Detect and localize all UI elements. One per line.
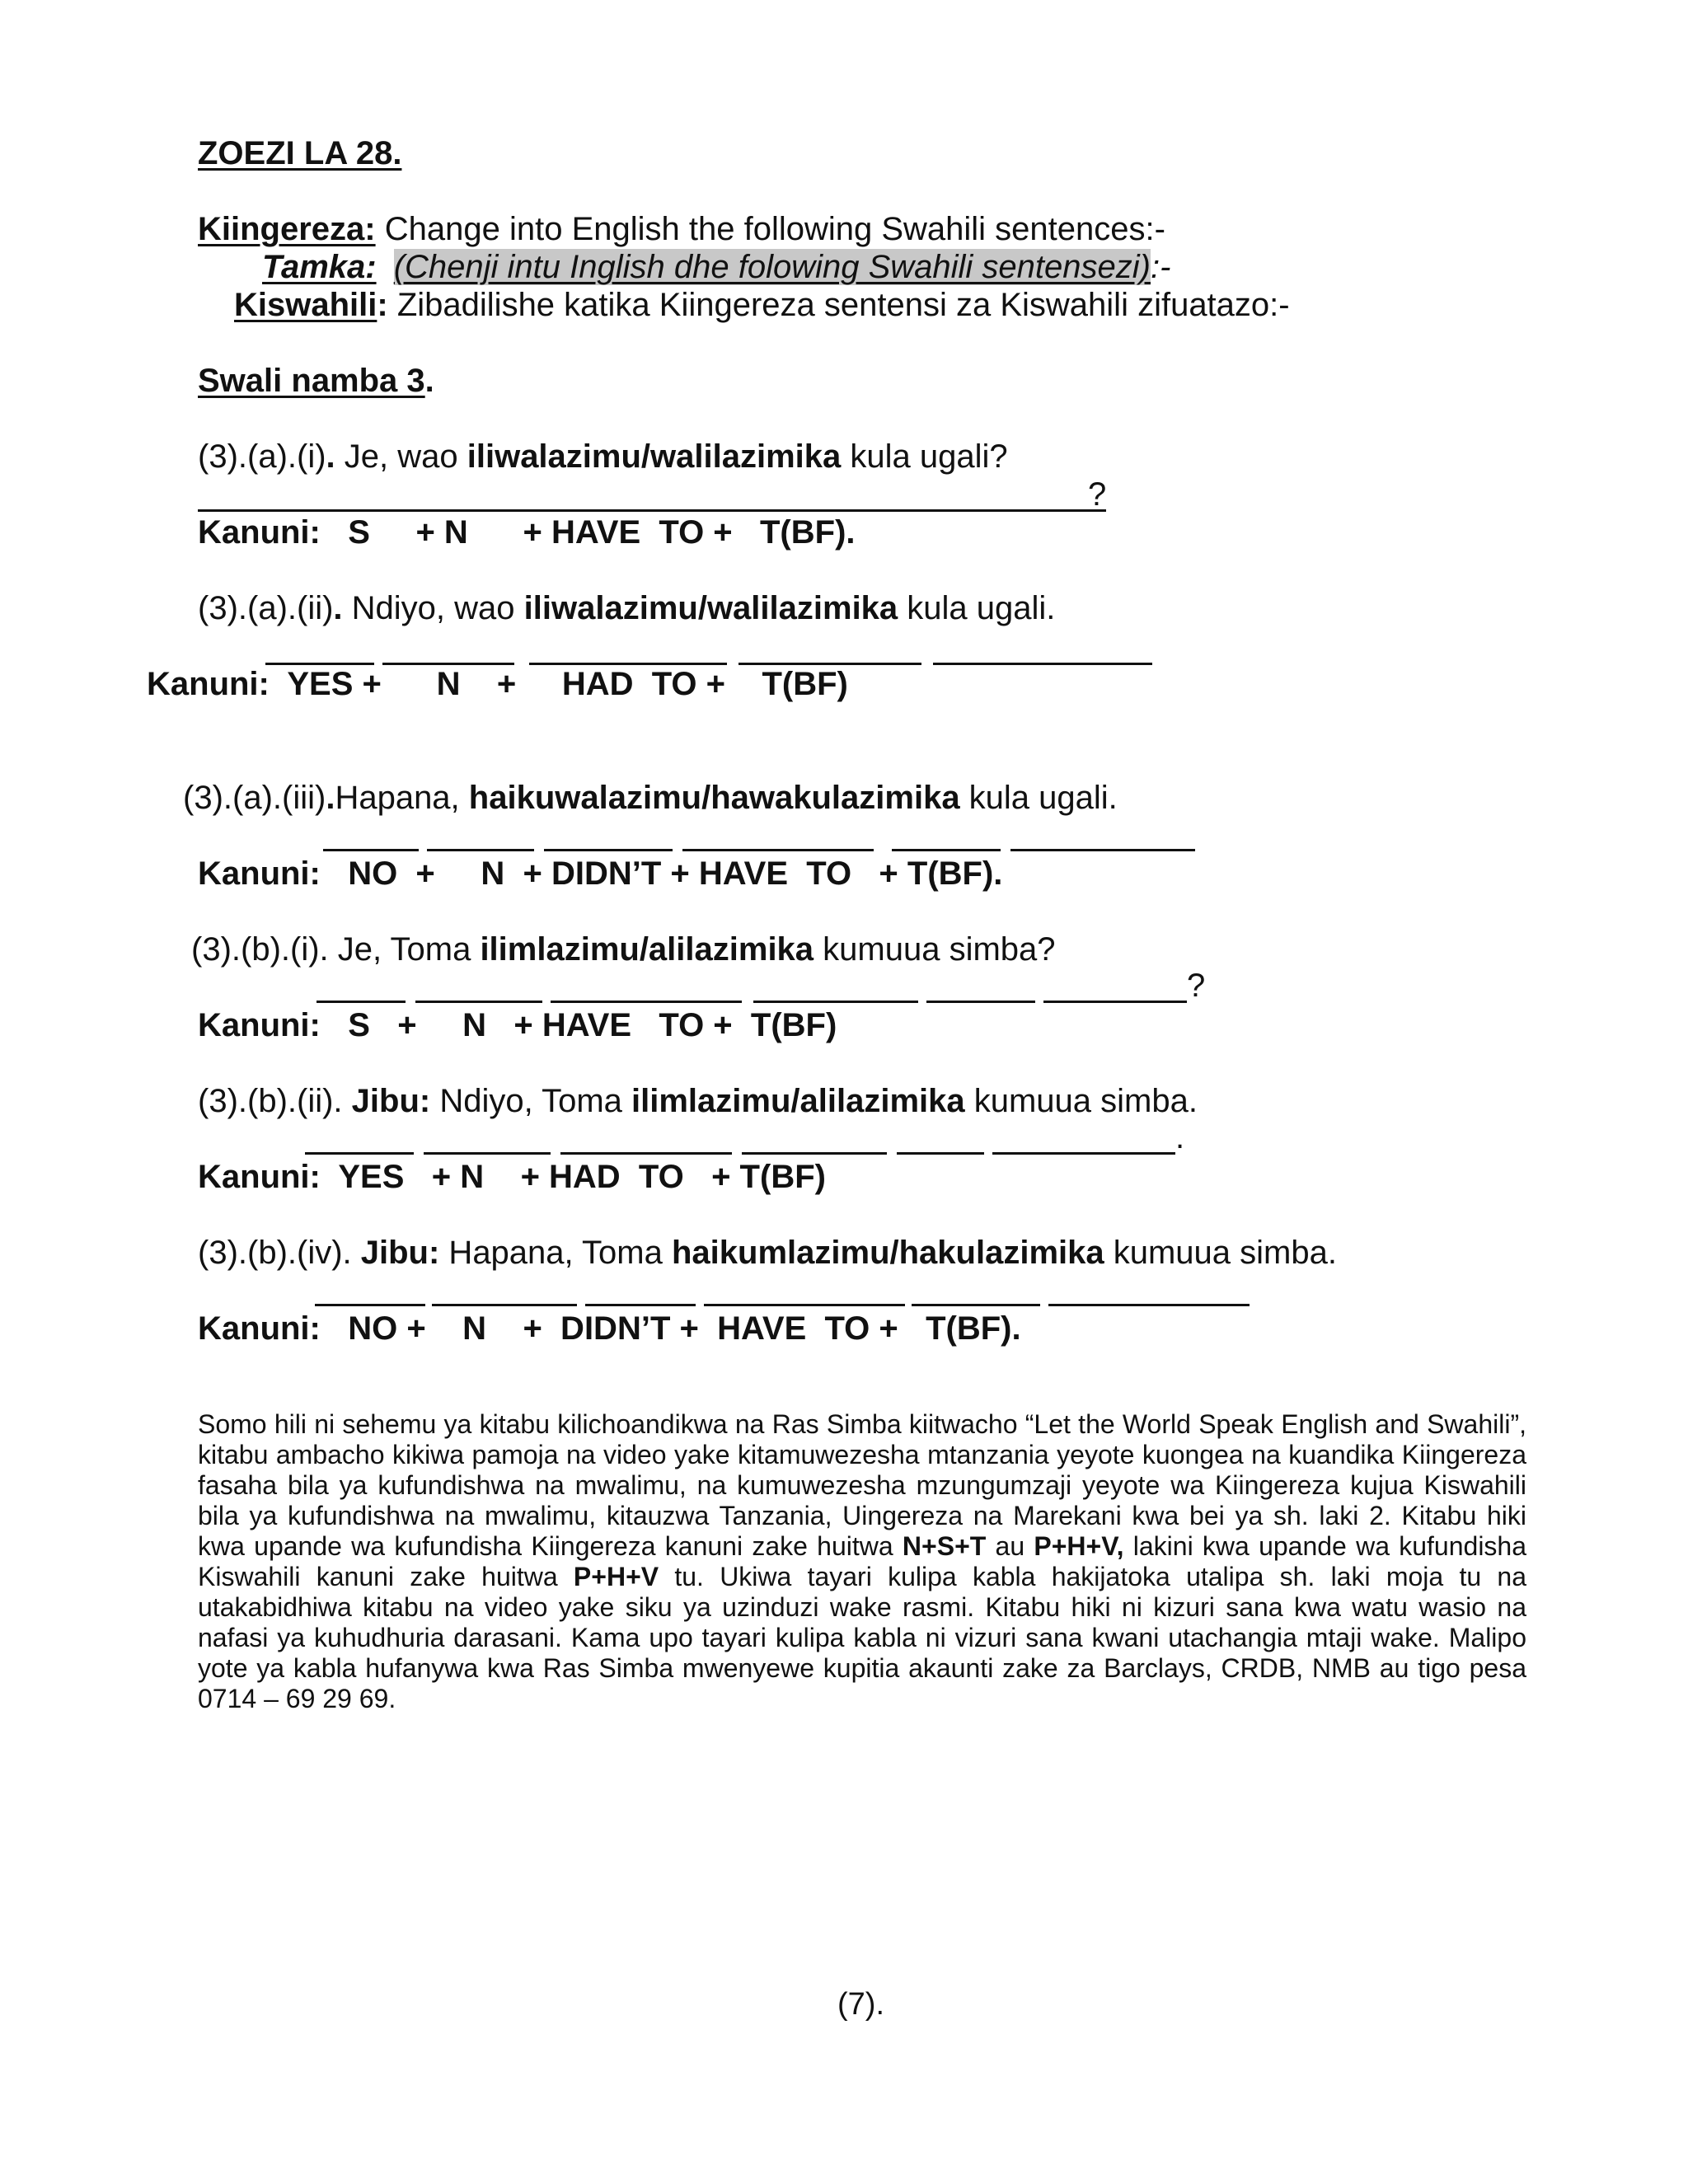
footer-part-2: au — [986, 1531, 1034, 1561]
question-a-i — [198, 437, 1008, 476]
question-a-iii — [183, 778, 1118, 818]
tamka-label: Tamka: — [262, 249, 377, 285]
item-dot: . — [326, 780, 335, 816]
kanuni-a-iii: Kanuni: NO + N + DIDN’T + HAVE TO + T(BF). — [198, 855, 1003, 892]
answer-line — [198, 509, 1106, 512]
answer-line — [1043, 1001, 1187, 1003]
question-heading — [198, 361, 434, 401]
item-pre: Ndiyo, wao — [342, 590, 524, 626]
page-title: ZOEZI LA 28. — [198, 135, 402, 171]
item-pre: Je, Toma — [328, 931, 481, 968]
item-post: kula ugali. — [959, 780, 1118, 816]
answer-line — [742, 1152, 887, 1155]
kanuni-a-i: Kanuni: S + N + HAVE TO + T(BF). — [198, 514, 856, 551]
page-number: (7). — [837, 1987, 884, 2022]
item-bold: ilimlazimu/alilazimika — [631, 1083, 965, 1119]
item-bold: haikuwalazimu/hawakulazimika — [468, 780, 960, 816]
answer-line — [897, 1152, 984, 1155]
item-number: (3).(a).(iii) — [183, 780, 326, 816]
item-number: (3).(b).(ii). — [198, 1083, 343, 1119]
item-post: kumuua simba. — [1104, 1235, 1337, 1271]
answer-line — [316, 1001, 406, 1003]
end-mark: . — [1175, 1119, 1185, 1155]
item-bold: iliwalazimu/walilazimika — [523, 590, 898, 626]
kanuni-a-ii: Kanuni: YES + N + HAD TO + T(BF) — [147, 666, 848, 702]
rule-phv: P+H+V, — [1034, 1531, 1124, 1561]
item-number: (3).(a).(ii) — [198, 590, 334, 626]
swali-label: Swali namba 3 — [198, 363, 425, 399]
item-bold: haikumlazimu/hakulazimika — [671, 1235, 1104, 1271]
footer-part-1: Somo hili ni sehemu ya kitabu kilichoandikwa na Ras Simba kiitwacho “Let the World Speak English and Swahili”, kitabu ambacho kikiwa pamoja na video yake kitamuwezesha mtanzania yeyote kuongea na kuandika Kiingereza fasaha bila ya kufundishwa na mwalimu, na kumuwezesha mzungumzaji yeyote wa Kiingereza kujua Kiswahili bila ya kufundishwa na mwalimu, kitauzwa Tanzania, Uingereza na Marekani kwa bei ya sh. laki 2. Kitabu hiki kwa upande wa kufundisha Kiingereza kanuni zake huitwa — [198, 1409, 1526, 1561]
answer-line — [1010, 849, 1195, 851]
instruction-pronunciation — [262, 247, 1170, 287]
item-number: (3).(b).(i). — [191, 931, 329, 968]
answer-line — [753, 1001, 918, 1003]
instruction-english — [198, 209, 1165, 249]
answer-line — [992, 1152, 1175, 1155]
answer-line — [933, 663, 1152, 665]
answer-line — [424, 1152, 551, 1155]
answer-line — [682, 849, 874, 851]
item-bold: iliwalazimu/walilazimika — [467, 438, 842, 475]
kanuni-b-ii: Kanuni: YES + N + HAD TO + T(BF) — [198, 1159, 826, 1195]
item-dot: . — [326, 438, 335, 475]
kiswahili-text: Zibadilishe katika Kiingereza sentensi za Kiswahili zifuatazo:- — [396, 287, 1290, 323]
question-b-i — [191, 930, 1056, 969]
end-mark: ? — [1088, 476, 1107, 513]
question-a-ii — [198, 588, 1055, 628]
question-b-iv — [198, 1233, 1337, 1272]
item-pre: Ndiyo, Toma — [430, 1083, 632, 1119]
answer-line — [1048, 1304, 1250, 1306]
jibu-label: Jibu: — [342, 1083, 431, 1119]
answer-line — [427, 849, 534, 851]
kanuni-b-iv: Kanuni: NO + N + DIDN’T + HAVE TO + T(BF). — [198, 1310, 1021, 1347]
item-post: kumuua simba? — [814, 931, 1056, 968]
kiswahili-label: Kiswahili — [234, 287, 377, 323]
answer-line — [415, 1001, 542, 1003]
footer-paragraph — [198, 1409, 1526, 1714]
instruction-swahili — [234, 285, 1290, 325]
item-bold: ilimlazimu/alilazimika — [480, 931, 814, 968]
item-post: kula ugali? — [841, 438, 1008, 475]
end-mark: ? — [1187, 968, 1206, 1004]
kiingereza-text: Change into English the following Swahili sentences:- — [384, 211, 1165, 247]
answer-line — [323, 849, 419, 851]
item-number: (3).(a).(i) — [198, 438, 326, 475]
answer-line — [560, 1152, 732, 1155]
answer-line — [585, 1304, 696, 1306]
item-pre: Hapana, — [335, 780, 469, 816]
answer-line — [551, 1001, 742, 1003]
item-pre: Hapana, Toma — [439, 1235, 672, 1271]
item-number: (3).(b).(iv). — [198, 1235, 352, 1271]
answer-line — [432, 1304, 577, 1306]
rule-phv-swahili: P+H+V — [573, 1562, 659, 1591]
answer-line — [892, 849, 1001, 851]
answer-line — [926, 1001, 1035, 1003]
footer-part-3: lakini kwa upande wa kufundisha Kiswahili kanuni zake huitwa — [198, 1531, 1527, 1591]
kiingereza-label: Kiingereza: — [198, 211, 376, 247]
item-post: kula ugali. — [898, 590, 1056, 626]
jibu-label: Jibu: — [351, 1235, 440, 1271]
answer-line — [912, 1304, 1040, 1306]
tamka-text: (Chenji intu Inglish dhe folowing Swahili sentensezi) — [393, 249, 1151, 285]
answer-line — [305, 1152, 414, 1155]
footer-part-4: tu. Ukiwa tayari kulipa kabla hakijatoka utalipa sh. laki moja tu na utakabidhiwa kitabu na video yake siku ya uzinduzi wake rasmi. Kitabu hiki ni kizuri sana kwa watu wasio na nafasi ya kuhudhuria darasani. Kama upo tayari kulipa kabla ni vizuri sana kwani utachangia mtaji wake. Malipo yote ya kabla hufanywa kwa Ras Simba mwenyewe kupitia akaunti zake za Barclays, CRDB, NMB au tigo pesa 0714 – 69 29 69. — [198, 1562, 1527, 1713]
item-post: kumuua simba. — [964, 1083, 1198, 1119]
swali-dot: . — [424, 363, 434, 399]
rule-nst: N+S+T — [902, 1531, 987, 1561]
kiswahili-colon: : — [377, 287, 388, 323]
item-dot: . — [333, 590, 343, 626]
answer-line — [315, 1304, 425, 1306]
kanuni-b-i: Kanuni: S + N + HAVE TO + T(BF) — [198, 1007, 837, 1043]
item-pre: Je, wao — [335, 438, 467, 475]
tamka-tail: :- — [1150, 249, 1171, 285]
answer-line — [544, 849, 673, 851]
question-b-ii — [198, 1081, 1198, 1121]
answer-line — [704, 1304, 905, 1306]
